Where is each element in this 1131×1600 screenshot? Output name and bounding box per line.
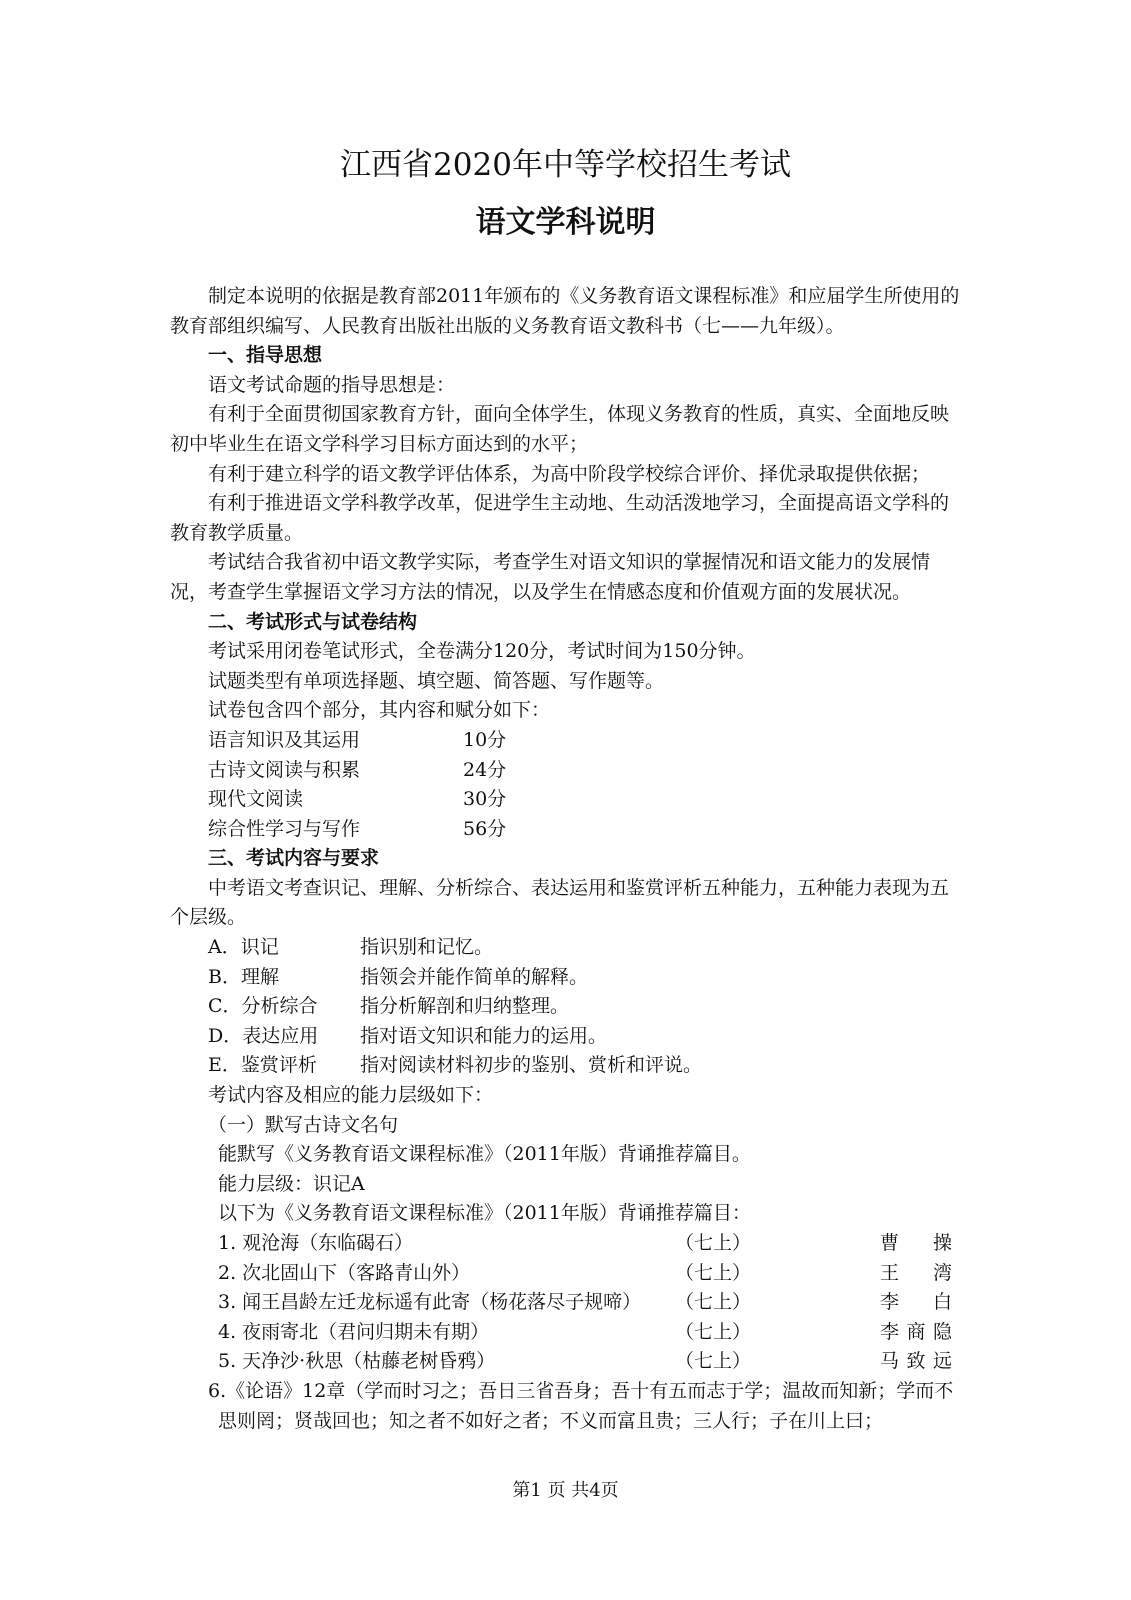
poem-author: 马致远 bbox=[880, 1350, 952, 1373]
score-row bbox=[170, 785, 962, 815]
poem-grade: （七上） bbox=[675, 1291, 752, 1314]
paragraph: 试卷包含四个部分，其内容和赋分如下： bbox=[208, 699, 551, 722]
paragraph: 有利于推进语文学科教学改革，促进学生主动地、生动活泼地学习，全面提高语文学科的教育教学质量。 bbox=[170, 492, 950, 544]
poem-author: 王湾 bbox=[880, 1261, 952, 1284]
ability-level-key: B．理解 bbox=[208, 965, 279, 988]
ability-level-row bbox=[170, 992, 962, 1022]
ability-level-desc: 指对阅读材料初步的鉴别、赏析和评说。 bbox=[360, 1054, 703, 1077]
section-heading-2: 二、考试形式与试卷结构 bbox=[208, 610, 418, 633]
list-item-lunyu: 6.《论语》12章（学而时习之；吾日三省吾身；吾十有五而志于学；温故而知新；学而不思则罔；贤哉回也；知之者不如好之者；不义而富且贵；三人行；子在川上曰； bbox=[208, 1379, 954, 1432]
paragraph: 考试内容及相应的能力层级如下： bbox=[208, 1084, 494, 1107]
intro-paragraph: 制定本说明的依据是教育部2011年颁布的《义务教育语文课程标准》和应届学生所使用的教育部组织编写、人民教育出版社出版的义务教育语文教科书（七——九年级）。 bbox=[170, 285, 960, 337]
document-subtitle: 语文学科说明 bbox=[475, 205, 656, 240]
ability-level-row bbox=[170, 933, 962, 963]
document-title: 江西省2020年中等学校招生考试 bbox=[340, 147, 791, 183]
poem-title: 3. 闻王昌龄左迁龙标遥有此寄（杨花落尽子规啼） bbox=[218, 1291, 642, 1314]
paragraph: 语文考试命题的指导思想是： bbox=[208, 373, 456, 396]
section-heading-1: 一、指导思想 bbox=[208, 344, 323, 367]
poem-title: 2. 次北固山下（客路青山外） bbox=[218, 1261, 471, 1284]
score-part-value: 56分 bbox=[463, 817, 507, 840]
score-part-name: 语言知识及其运用 bbox=[208, 728, 361, 751]
poem-row bbox=[170, 1347, 962, 1377]
score-row bbox=[170, 726, 962, 756]
ability-level-row bbox=[170, 963, 962, 993]
paragraph: 有利于建立科学的语文教学评估体系，为高中阶段学校综合评价、择优录取提供依据； bbox=[208, 462, 931, 485]
ability-level-desc: 指领会并能作简单的解释。 bbox=[360, 965, 589, 988]
paragraph: 试题类型有单项选择题、填空题、简答题、写作题等。 bbox=[208, 669, 665, 692]
paragraph: 能力层级：识记A bbox=[218, 1172, 365, 1195]
ability-level-desc: 指识别和记忆。 bbox=[360, 936, 494, 959]
paragraph: 考试采用闭卷笔试形式，全卷满分120分，考试时间为150分钟。 bbox=[208, 640, 756, 663]
poem-row bbox=[170, 1229, 962, 1259]
poem-author: 李白 bbox=[880, 1291, 952, 1314]
score-part-value: 10分 bbox=[463, 728, 507, 751]
ability-level-row bbox=[170, 1051, 962, 1081]
paragraph: 有利于全面贯彻国家教育方针，面向全体学生，体现义务教育的性质，真实、全面地反映初中毕业生在语文学科学习目标方面达到的水平； bbox=[170, 403, 950, 455]
poem-row bbox=[170, 1259, 962, 1289]
ability-level-row bbox=[170, 1022, 962, 1052]
ability-level-key: D．表达应用 bbox=[208, 1024, 319, 1047]
paragraph: 中考语文考查识记、理解、分析综合、表达运用和鉴赏评析五种能力，五种能力表现为五个层级。 bbox=[170, 876, 950, 929]
poem-grade: （七上） bbox=[675, 1350, 752, 1373]
poem-row bbox=[170, 1318, 962, 1348]
ability-level-key: E．鉴赏评析 bbox=[208, 1054, 317, 1077]
page-footer: 第1 页 共4页 bbox=[512, 1480, 619, 1501]
subsection-heading: （一）默写古诗文名句 bbox=[208, 1113, 399, 1136]
poem-title: 4. 夜雨寄北（君问归期未有期） bbox=[218, 1320, 490, 1343]
score-row bbox=[170, 756, 962, 786]
poem-grade: （七上） bbox=[675, 1320, 752, 1343]
score-row bbox=[170, 815, 962, 845]
poem-grade: （七上） bbox=[675, 1261, 752, 1284]
ability-level-key: A．识记 bbox=[208, 936, 279, 959]
poem-author: 李商隐 bbox=[880, 1320, 952, 1343]
score-part-name: 综合性学习与写作 bbox=[208, 817, 361, 840]
paragraph: 考试结合我省初中语文教学实际，考查学生对语文知识的掌握情况和语文能力的发展情况，考查学生掌握语文学习方法的情况，以及学生在情感态度和价值观方面的发展状况。 bbox=[170, 551, 931, 603]
score-part-value: 24分 bbox=[463, 758, 507, 781]
paragraph: 以下为《义务教育语文课程标准》（2011年版）背诵推荐篇目： bbox=[218, 1202, 751, 1225]
ability-level-key: C．分析综合 bbox=[208, 995, 318, 1018]
poem-title: 1. 观沧海（东临碣石） bbox=[218, 1232, 414, 1254]
poem-author: 曹操 bbox=[880, 1232, 952, 1254]
score-part-name: 古诗文阅读与积累 bbox=[208, 758, 361, 781]
section-heading-3: 三、考试内容与要求 bbox=[208, 847, 380, 870]
score-part-name: 现代文阅读 bbox=[208, 788, 304, 811]
document-body bbox=[170, 282, 962, 1436]
ability-level-desc: 指对语文知识和能力的运用。 bbox=[360, 1024, 608, 1047]
score-part-value: 30分 bbox=[463, 788, 507, 811]
paragraph: 能默写《义务教育语文课程标准》（2011年版）背诵推荐篇目。 bbox=[218, 1143, 751, 1166]
poem-row bbox=[170, 1288, 962, 1318]
ability-level-desc: 指分析解剖和归纳整理。 bbox=[360, 995, 570, 1018]
poem-grade: （七上） bbox=[675, 1232, 752, 1254]
poem-title: 5. 天净沙·秋思（枯藤老树昏鸦） bbox=[218, 1350, 496, 1373]
